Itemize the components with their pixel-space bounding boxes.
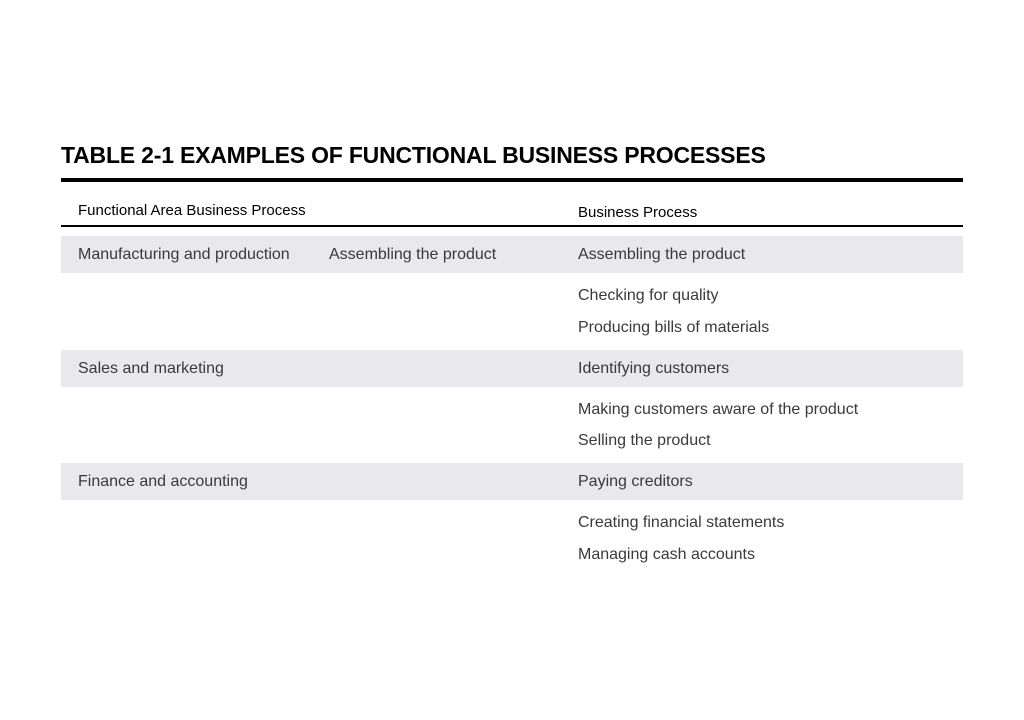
business-process-cell: Paying creditors	[578, 473, 693, 490]
business-process-cell: Creating financial statements	[578, 514, 785, 531]
functional-area-cell: Finance and accounting	[78, 473, 248, 490]
business-process-cell: Managing cash accounts	[578, 546, 755, 563]
header-rule	[61, 225, 963, 227]
table-title: TABLE 2-1 EXAMPLES OF FUNCTIONAL BUSINESS PROCESSES	[61, 142, 766, 168]
business-process-cell: Checking for quality	[578, 287, 719, 304]
functional-area-cell: Sales and marketing	[78, 360, 224, 377]
business-process-cell: Making customers aware of the product	[578, 401, 859, 418]
business-process-cell: Assembling the product	[578, 246, 746, 263]
column-header-functional-area: Functional Area Business Process	[78, 202, 306, 219]
business-process-cell: Identifying customers	[578, 360, 730, 377]
title-rule	[61, 178, 963, 182]
column-header-business-process: Business Process	[578, 204, 698, 221]
business-process-cell: Producing bills of materials	[578, 319, 770, 336]
functional-area-extra-cell: Assembling the product	[329, 246, 497, 263]
functional-area-cell: Manufacturing and production	[78, 246, 290, 263]
business-process-cell: Selling the product	[578, 432, 711, 449]
